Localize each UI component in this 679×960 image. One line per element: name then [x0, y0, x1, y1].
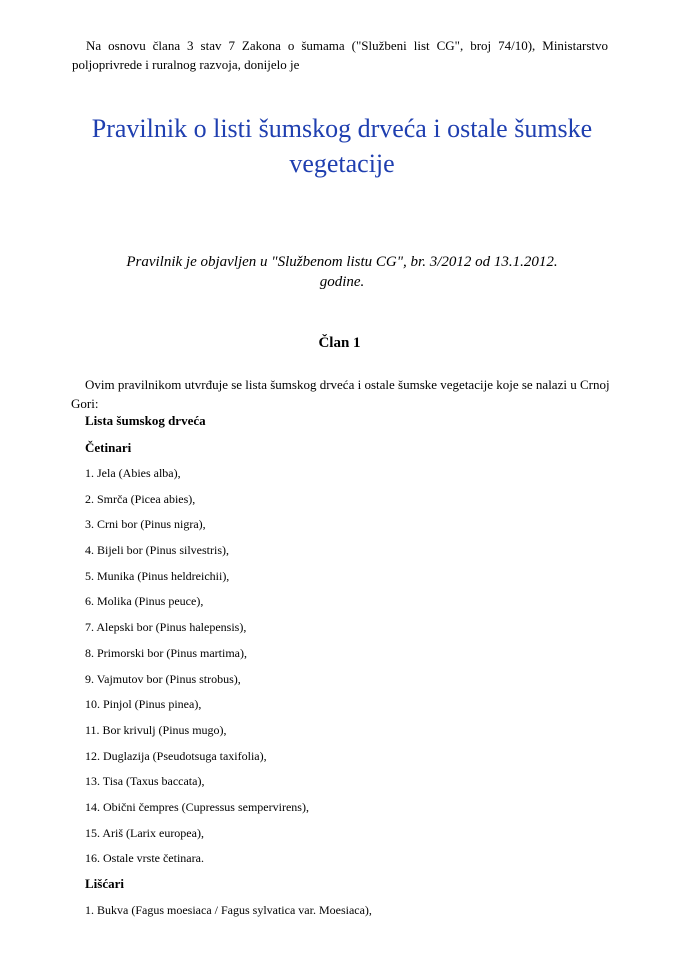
list-item: 8. Primorski bor (Pinus martima),	[85, 645, 247, 660]
conifers-list	[85, 464, 309, 875]
list-item: 11. Bor krivulj (Pinus mugo),	[85, 722, 227, 737]
article-text: Ovim pravilnikom utvrđuje se lista šumskog drveća i ostale šumske vegetacije koje se nalazi u Crnoj Gori:	[71, 377, 610, 411]
list-item: 12. Duglazija (Pseudotsuga taxifolia),	[85, 748, 267, 763]
deciduous-heading: Lišćari	[85, 876, 124, 891]
list-item: 3. Crni bor (Pinus nigra),	[85, 517, 206, 532]
article-heading: Član 1	[318, 335, 361, 351]
list-item: 13. Tisa (Taxus baccata),	[85, 774, 205, 789]
intro-paragraph: Na osnovu člana 3 stav 7 Zakona o šumama ("Službeni list CG", broj 74/10), Ministarstvo poljoprivrede i ruralnog razvoja, donijelo je	[72, 38, 608, 72]
list-item: 15. Ariš (Larix europea),	[85, 825, 204, 840]
conifers-heading: Četinari	[85, 440, 132, 455]
list-item: 9. Vajmutov bor (Pinus strobus),	[85, 671, 241, 686]
list-item: 1. Bukva (Fagus moesiaca / Fagus sylvatica var. Moesiaca),	[85, 903, 372, 917]
list-item: 4. Bijeli bor (Pinus silvestris),	[85, 543, 229, 558]
list-item: 14. Obični čempres (Cupressus sempervirens),	[85, 799, 309, 814]
list-item: 16. Ostale vrste četinara.	[85, 851, 204, 866]
list-item: 1. Jela (Abies alba),	[85, 466, 181, 480]
list-item: 2. Smrča (Picea abies),	[85, 491, 196, 506]
document-title: Pravilnik o listi šumskog drveća i ostale šumske vegetacije	[91, 114, 593, 178]
list-item: 6. Molika (Pinus peuce),	[85, 594, 204, 609]
deciduous-list	[85, 901, 372, 919]
list-item: 5. Munika (Pinus heldreichii),	[85, 568, 230, 583]
list-item: 10. Pinjol (Pinus pinea),	[85, 697, 202, 712]
list-title: Lista šumskog drveća	[85, 413, 206, 428]
list-item: 7. Alepski bor (Pinus halepensis),	[85, 620, 247, 635]
publication-note: Pravilnik je objavljen u "Službenom listu CG", br. 3/2012 od 13.1.2012. godine.	[126, 254, 558, 290]
